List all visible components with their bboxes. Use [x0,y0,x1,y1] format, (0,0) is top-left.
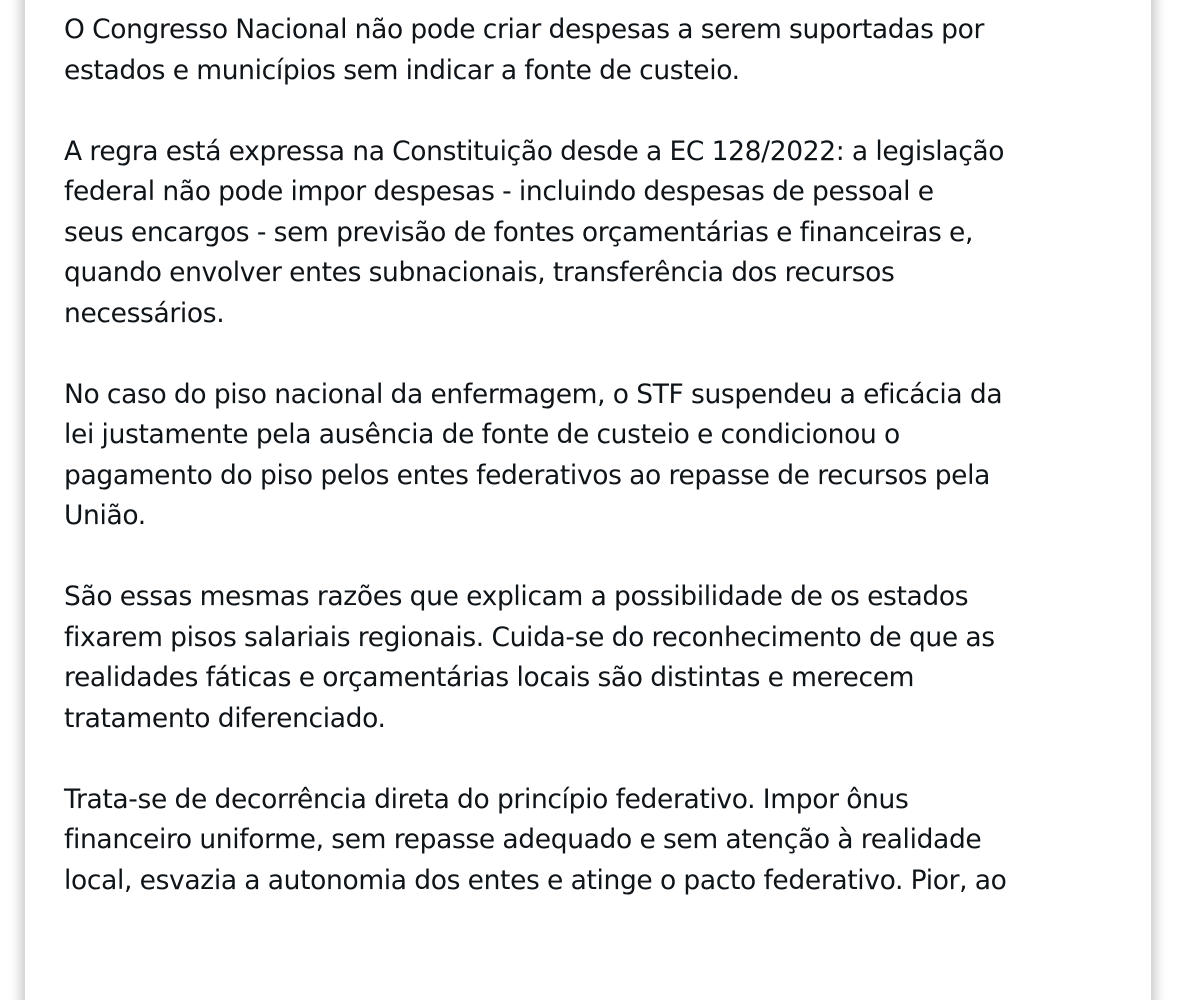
post-line: A regra está expressa na Constituição desde a EC 128/2022: a legislação [64,135,1005,167]
post-line: tratamento diferenciado. [64,702,386,734]
post-line: necessários. [64,297,225,329]
post-line: O Congresso Nacional não pode criar despesas a serem suportadas por [64,14,985,45]
post-text [64,10,1134,942]
post-line: No caso do piso nacional da enfermagem, o STF suspendeu a eficácia da [64,378,1003,410]
post-line: seus encargos - sem previsão de fontes orçamentárias e financeiras e, [64,216,974,248]
post-line: Trata-se de decorrência direta do princípio federativo. Impor ônus [64,783,909,815]
post-line: estados e municípios sem indicar a fonte de custeio. [64,54,740,86]
post-line: lei justamente pela ausência de fonte de custeio e condicionou o [64,419,900,450]
post-line: realidades fáticas e orçamentárias locais são distintas e merecem [64,662,915,693]
post-line: União. [64,500,146,531]
post-line: quando envolver entes subnacionais, transferência dos recursos [64,257,895,288]
post-line: local, esvazia a autonomia dos entes e atinge o pacto federativo. Pior, ao [64,864,1007,896]
post-paragraph-5 [64,780,1134,902]
post-line: pagamento do piso pelos entes federativos ao repasse de recursos pela [64,459,991,491]
post-paragraph-1 [64,10,1134,91]
post-paragraph-2 [64,132,1134,335]
post-line: fixarem pisos salariais regionais. Cuida-se do reconhecimento de que as [64,621,995,653]
post-line: federal não pode impor despesas - incluindo despesas de pessoal e [64,176,934,207]
post-paragraph-3 [64,375,1134,537]
post-paragraph-4 [64,577,1134,739]
post-line: São essas mesmas razões que explicam a possibilidade de os estados [64,581,969,612]
post-line: financeiro uniforme, sem repasse adequado e sem atenção à realidade [64,824,982,855]
